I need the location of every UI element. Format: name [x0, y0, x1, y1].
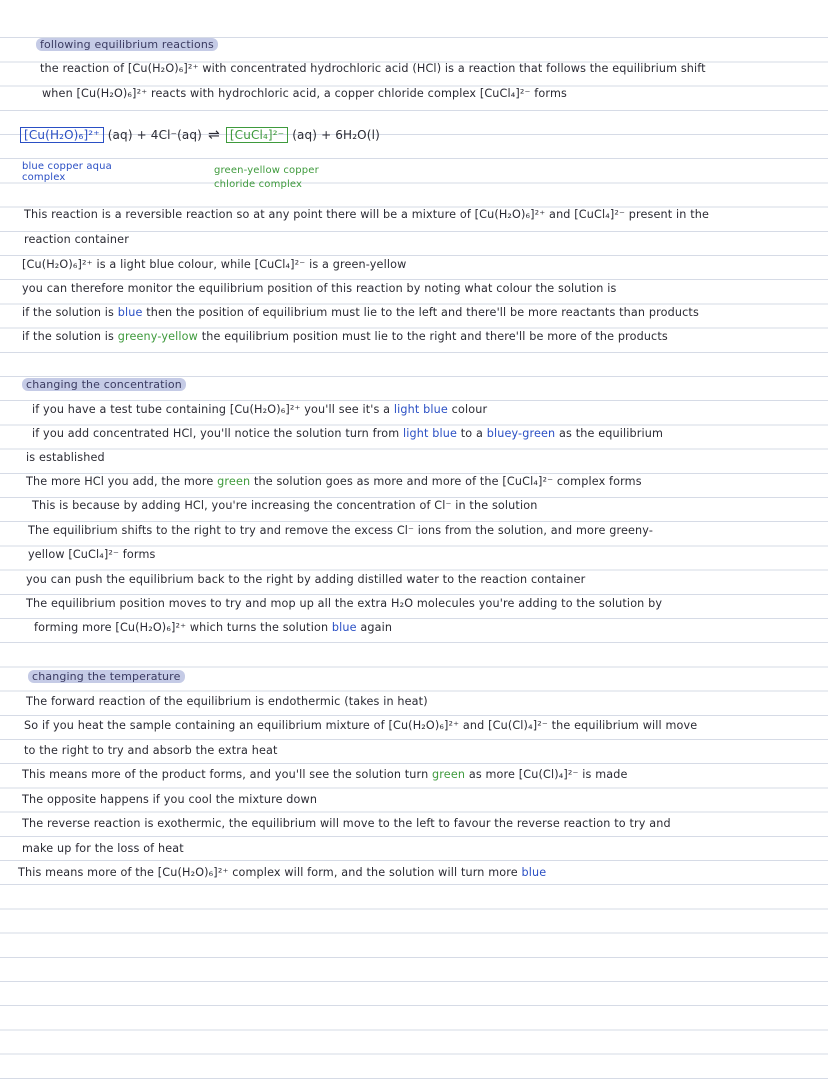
text-line: This is because by adding HCl, you're increasing the concentration of Cl⁻ in the solution	[32, 499, 538, 512]
text-line: reaction container	[24, 233, 129, 246]
product-label-2: chloride complex	[214, 179, 303, 190]
reactant-label-2: complex	[22, 172, 66, 183]
text-line: to the right to try and absorb the extra heat	[24, 744, 278, 757]
section-heading-concentration: changing the concentration	[22, 378, 186, 392]
reactant-complex: [Cu(H₂O)₆]²⁺	[20, 127, 104, 143]
text-line: This means more of the [Cu(H₂O)₆]²⁺ complex will form, and the solution will turn more blue	[18, 866, 547, 879]
text-line: when [Cu(H₂O)₆]²⁺ reacts with hydrochloric acid, a copper chloride complex [CuCl₄]²⁻ forms	[42, 87, 567, 100]
section-heading-temperature: changing the temperature	[28, 670, 185, 684]
text-line: [Cu(H₂O)₆]²⁺ is a light blue colour, while [CuCl₄]²⁻ is a green-yellow	[22, 258, 407, 271]
text-line: you can push the equilibrium back to the right by adding distilled water to the reaction container	[26, 573, 586, 586]
text-line: is established	[26, 451, 105, 464]
text-line: This reaction is a reversible reaction so at any point there will be a mixture of [Cu(H₂O)₆]²⁺ and [CuCl₄]²⁻ present in the	[24, 208, 710, 221]
product-complex: [CuCl₄]²⁻	[226, 127, 288, 143]
text-line: forming more [Cu(H₂O)₆]²⁺ which turns the solution blue again	[34, 621, 393, 634]
text-line: if you have a test tube containing [Cu(H₂O)₆]²⁺ you'll see it's a light blue colour	[32, 403, 488, 416]
section-heading-equilibrium: following equilibrium reactions	[36, 38, 218, 52]
text-line: The forward reaction of the equilibrium is endothermic (takes in heat)	[26, 695, 428, 708]
text-line: you can therefore monitor the equilibrium position of this reaction by noting what colour the solution is	[22, 282, 617, 295]
text-line: if you add concentrated HCl, you'll notice the solution turn from light blue to a bluey-green as the equilibrium	[32, 427, 664, 440]
reactant-state: (aq) + 4Cl⁻(aq)	[107, 128, 203, 142]
text-line: yellow [CuCl₄]²⁻ forms	[28, 548, 156, 561]
text-line: make up for the loss of heat	[22, 842, 184, 855]
text-line: The opposite happens if you cool the mixture down	[22, 793, 318, 806]
text-line: if the solution is greeny-yellow the equilibrium position must lie to the right and there'll be more of the products	[22, 330, 668, 343]
text-line: The equilibrium shifts to the right to try and remove the excess Cl⁻ ions from the solution, and more greeny-	[28, 524, 654, 537]
text-line: if the solution is blue then the position of equilibrium must lie to the left and there'll be more reactants than products	[22, 306, 699, 319]
text-line: So if you heat the sample containing an equilibrium mixture of [Cu(H₂O)₆]²⁺ and [Cu(Cl)₄]²⁻ the equilibrium will move	[24, 719, 698, 732]
text-line: the reaction of [Cu(H₂O)₆]²⁺ with concentrated hydrochloric acid (HCl) is a reaction that follows the equilibrium shift	[40, 62, 706, 75]
equilibrium-equation	[20, 127, 380, 143]
equilibrium-arrow-icon: ⇌	[207, 127, 220, 143]
text-line: This means more of the product forms, and you'll see the solution turn green as more [Cu(Cl)₄]²⁻ is made	[22, 768, 628, 781]
text-line: The reverse reaction is exothermic, the equilibrium will move to the left to favour the reverse reaction to try and	[22, 817, 671, 830]
product-state: (aq) + 6H₂O(l)	[292, 128, 380, 142]
text-line: The equilibrium position moves to try and mop up all the extra H₂O molecules you're adding to the solution by	[26, 597, 663, 610]
product-label: green-yellow copper	[214, 165, 319, 176]
reactant-label: blue copper aqua	[22, 161, 112, 172]
text-line: The more HCl you add, the more green the solution goes as more and more of the [CuCl₄]²⁻ complex forms	[26, 475, 642, 488]
